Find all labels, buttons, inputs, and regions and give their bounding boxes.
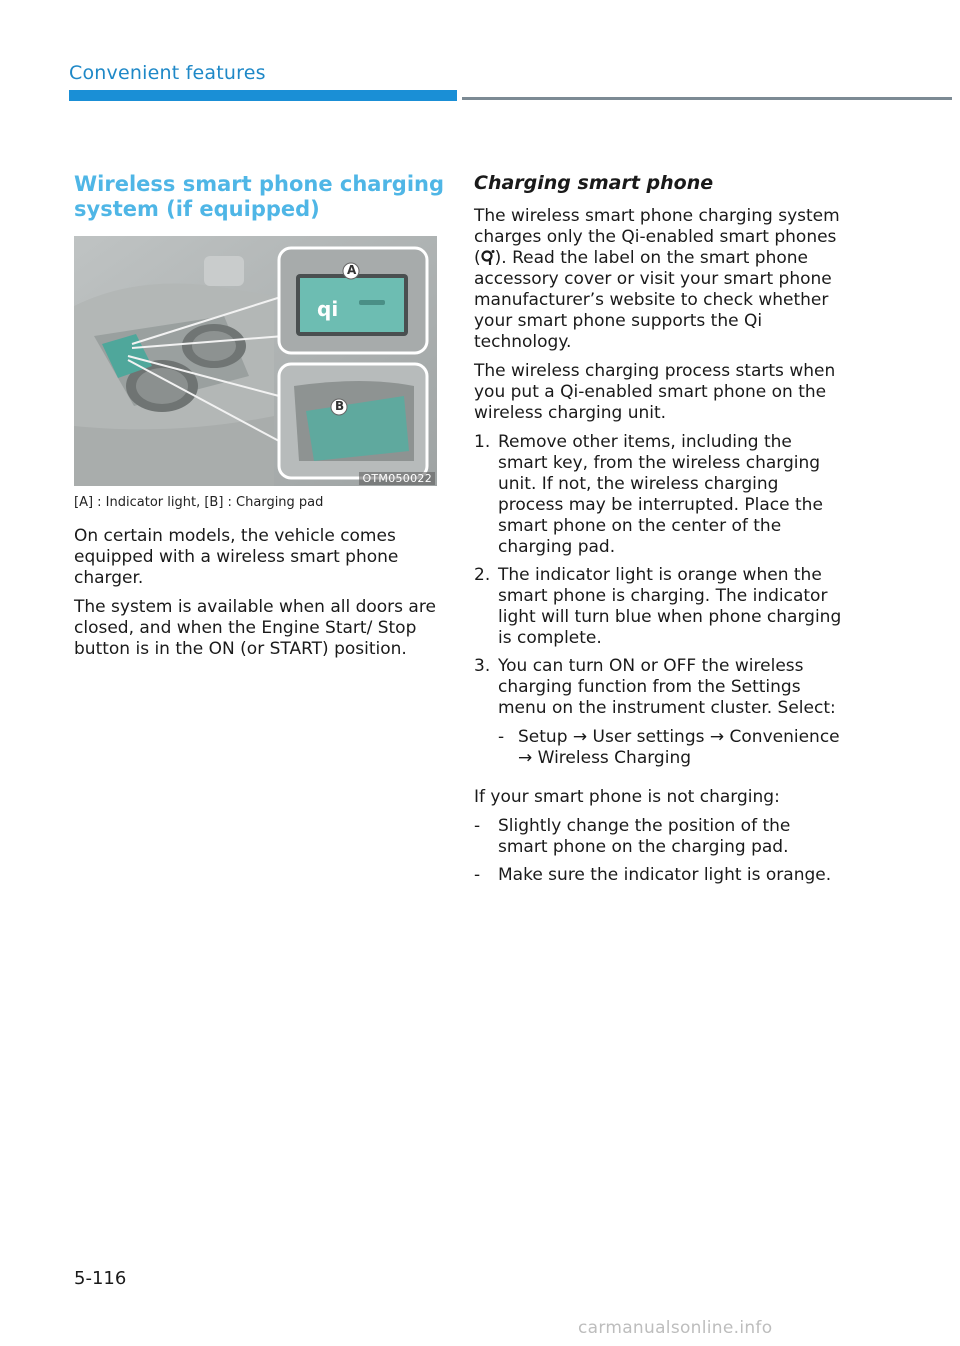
- paragraph: On certain models, the vehicle comes equipped with a wireless smart phone charger.: [74, 526, 399, 588]
- page-number: 5-116: [74, 1268, 127, 1289]
- subsection-heading: Charging smart phone: [474, 172, 714, 194]
- steps-list: [474, 432, 844, 769]
- section-header: Convenient features: [69, 62, 266, 84]
- list-item: 3. You can turn ON or OFF the wireless charging function from the Settings menu on the instrument cluster. Select: - Setup → User settings → Convenience → Wireless Charging: [474, 656, 844, 769]
- figure-code: OTM050022: [359, 472, 435, 485]
- list-item: 2. The indicator light is orange when the smart phone is charging. The indicator light will turn blue when phone charging is complete.: [474, 565, 842, 648]
- qi-logo-icon: [481, 249, 495, 266]
- section-heading: Wireless smart phone charging system (if equipped): [74, 172, 445, 221]
- list-item: - Slightly change the position of the smart phone on the charging pad.: [474, 816, 791, 857]
- intro-text-end: ). Read the label on the smart phone accessory cover or visit your smart phone manufacturer’s website to check whether your smart phone supports the Qi technology.: [474, 248, 832, 352]
- svg-text:qi: qi: [317, 297, 339, 321]
- right-column: [474, 172, 844, 893]
- charger-figure: [74, 236, 437, 486]
- intro-text-start: The wireless smart phone charging system charges only the Qi-enabled smart phones (: [474, 206, 840, 268]
- left-column: [74, 172, 446, 668]
- intro-paragraph: [474, 206, 844, 353]
- paragraph: The system is available when all doors are closed, and when the Engine Start/ Stop button is in the ON (or START) position.: [74, 597, 436, 659]
- list-item: 1. Remove other items, including the smart key, from the wireless charging unit. If not, the wireless charging process may be interrupted. Place the smart phone on the center of the charging pad.: [474, 432, 823, 557]
- menu-path: - Setup → User settings → Convenience → Wireless Charging: [498, 727, 840, 768]
- paragraph: The wireless charging process starts when you put a Qi-enabled smart phone on the wireless charging unit.: [474, 361, 836, 423]
- figure-caption: [A] : Indicator light, [B] : Charging pad: [74, 495, 324, 510]
- trouble-intro: If your smart phone is not charging:: [474, 787, 780, 807]
- watermark: carmanualsonline.info: [578, 1318, 773, 1338]
- callout-a-label: A: [347, 263, 357, 277]
- list-item: - Make sure the indicator light is orange.: [474, 865, 832, 885]
- console-illustration: [74, 236, 437, 486]
- callout-b-label: B: [335, 399, 345, 413]
- header-rule-gray: [462, 97, 952, 100]
- header-rule-blue: [69, 90, 457, 101]
- tips-list: [474, 816, 844, 886]
